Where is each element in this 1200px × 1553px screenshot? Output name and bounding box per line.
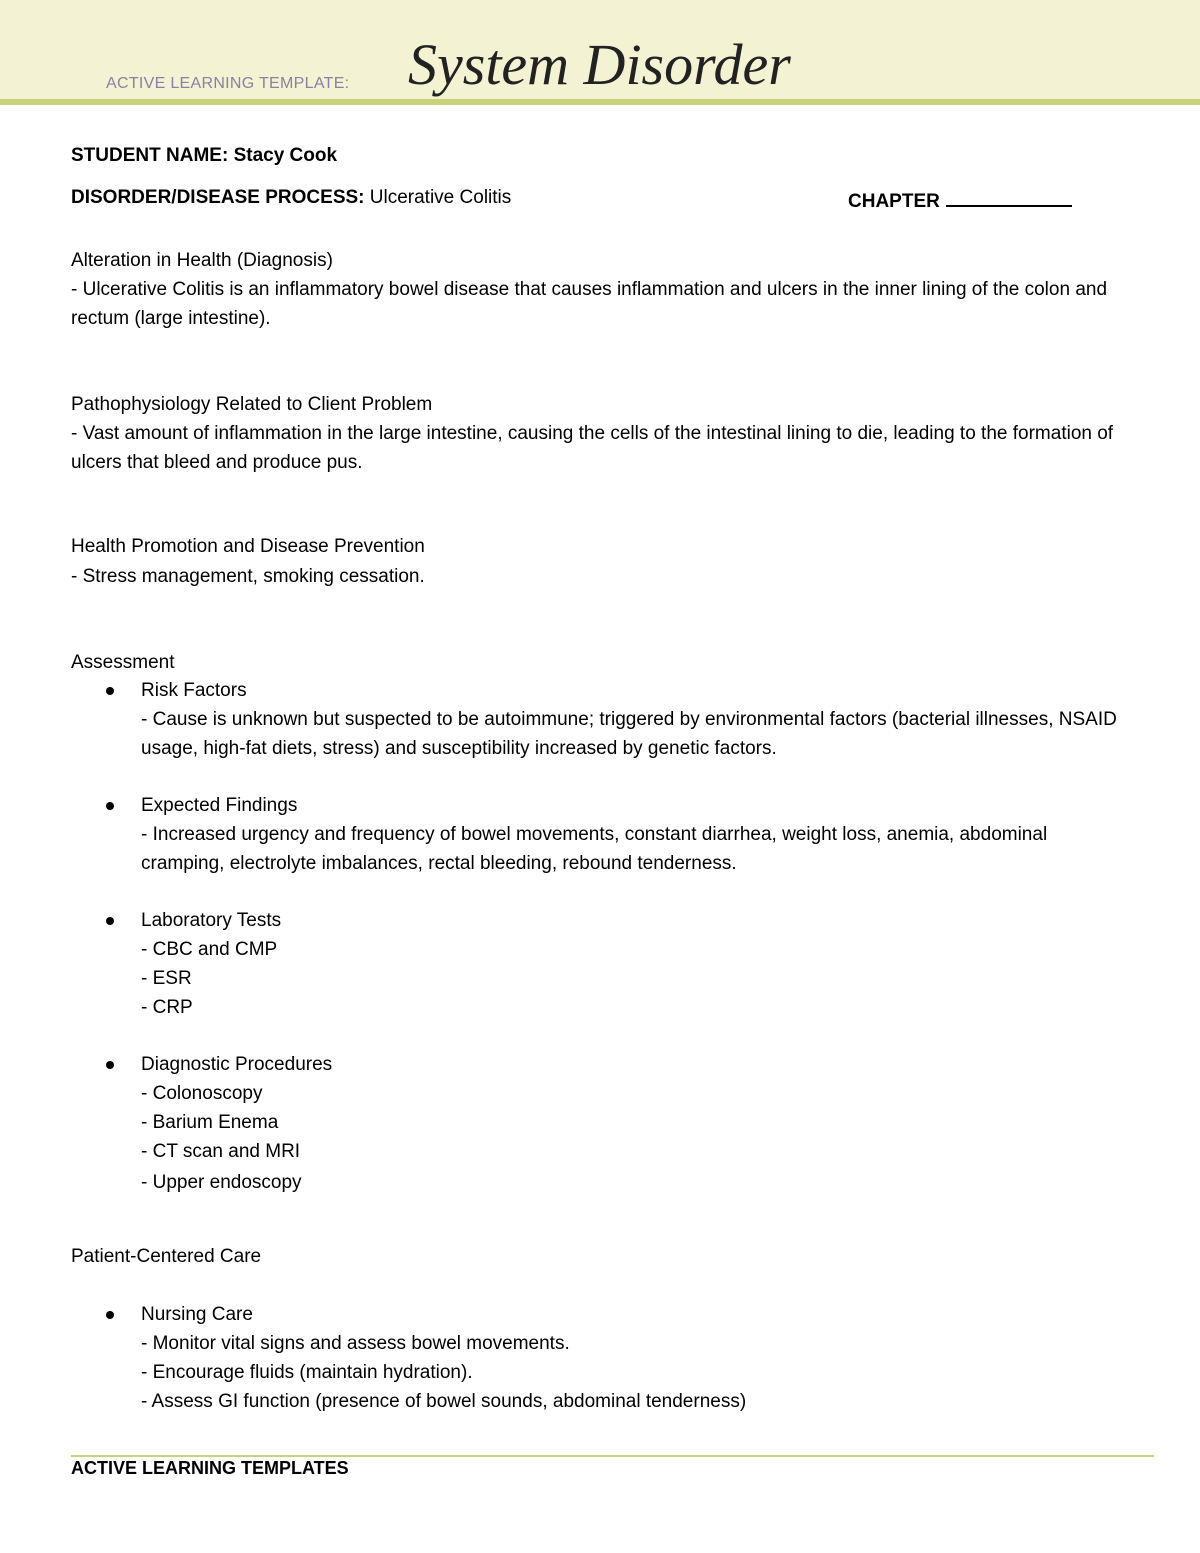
student-name-line — [71, 145, 337, 167]
page-title: System Disorder — [408, 32, 791, 97]
bullet-icon — [106, 687, 114, 695]
risk-factors-title: Risk Factors — [141, 680, 247, 701]
risk-factors-body: - Cause is unknown but suspected to be autoimmune; triggered by environmental factors (bacterial illnesses, NSAID usage, high-fat diets, stress) and susceptibility increased by genetic factors. — [141, 709, 1117, 759]
diagnostic-item: - Upper endoscopy — [141, 1172, 302, 1193]
diagnostic-item: - Colonoscopy — [141, 1083, 263, 1104]
pathophysiology-heading: Pathophysiology Related to Client Problem — [71, 394, 433, 415]
nursing-care-item: - Assess GI function (presence of bowel sounds, abdominal tenderness) — [141, 1391, 747, 1412]
diagnostic-title: Diagnostic Procedures — [141, 1054, 333, 1075]
alteration-body: - Ulcerative Colitis is an inflammatory bowel disease that causes inflammation and ulcers in the inner lining of the colon and rectum (large intestine). — [71, 279, 1108, 329]
footer-label: ACTIVE LEARNING TEMPLATES — [71, 1458, 349, 1478]
bullet-icon — [106, 1061, 114, 1069]
expected-findings-body: - Increased urgency and frequency of bowel movements, constant diarrhea, weight loss, anemia, abdominal cramping, electrolyte imbalances, rectal bleeding, rebound tenderness. — [141, 824, 1048, 874]
disorder-label: DISORDER/DISEASE PROCESS: — [71, 187, 365, 208]
lab-test-item: - ESR — [141, 968, 192, 989]
promotion-body: - Stress management, smoking cessation. — [71, 566, 425, 587]
student-name-value: Stacy Cook — [233, 145, 338, 166]
promotion-heading: Health Promotion and Disease Prevention — [71, 536, 425, 557]
bullet-icon — [106, 917, 114, 925]
footer-divider — [71, 1455, 1154, 1457]
nursing-care-item: - Monitor vital signs and assess bowel movements. — [141, 1333, 570, 1354]
diagnostic-item: - CT scan and MRI — [141, 1141, 301, 1162]
header-divider — [0, 99, 1200, 105]
nursing-care-item: - Encourage fluids (maintain hydration). — [141, 1362, 473, 1383]
template-label: ACTIVE LEARNING TEMPLATE: — [106, 75, 350, 92]
chapter-field — [848, 187, 1072, 213]
patient-care-heading: Patient-Centered Care — [71, 1246, 262, 1267]
lab-test-item: - CRP — [141, 997, 193, 1018]
student-name-label: STUDENT NAME: — [71, 145, 229, 166]
diagnostic-item: - Barium Enema — [141, 1112, 279, 1133]
bullet-icon — [106, 1311, 114, 1319]
assessment-heading: Assessment — [71, 652, 175, 673]
chapter-blank-line — [946, 187, 1072, 207]
expected-findings-title: Expected Findings — [141, 795, 298, 816]
nursing-care-title: Nursing Care — [141, 1304, 253, 1325]
disorder-line — [71, 187, 511, 209]
lab-tests-title: Laboratory Tests — [141, 910, 282, 931]
chapter-label: CHAPTER — [848, 191, 940, 212]
lab-test-item: - CBC and CMP — [141, 939, 278, 960]
alteration-heading: Alteration in Health (Diagnosis) — [71, 250, 333, 271]
pathophysiology-body: - Vast amount of inflammation in the large intestine, causing the cells of the intestinal lining to die, leading to the formation of ulcers that bleed and produce pus. — [71, 423, 1114, 473]
bullet-icon — [106, 802, 114, 810]
disorder-value: Ulcerative Colitis — [369, 187, 512, 208]
